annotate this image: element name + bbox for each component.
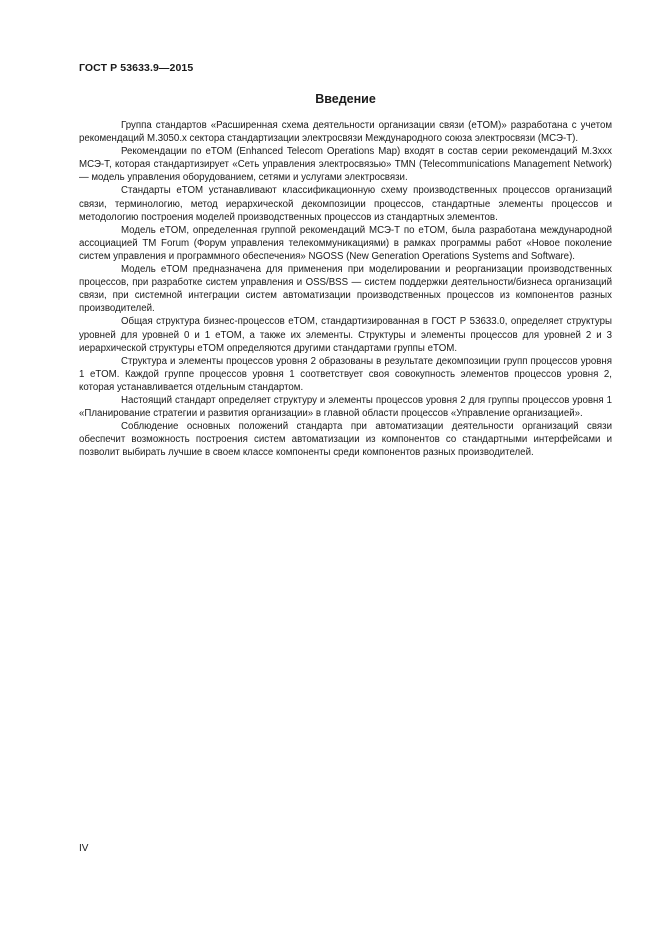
paragraph: Настоящий стандарт определяет структуру и элементы процессов уровня 2 для группы процессов уровня 1 «Планирование стратегии и развития организации» в главной области процессов «Управление организацией». [79,394,612,420]
paragraph: Общая структура бизнес-процессов eTOM, стандартизированная в ГОСТ Р 53633.0, определяет структуры уровней для уровней 0 и 1 eTOM, а также их элементы. Структуры и элементы процессов для уровней 2 и 3 иерархической структуры eTOM определяются другими стандартами группы eTOM. [79,316,612,354]
paragraph: Группа стандартов «Расширенная схема деятельности организации связи (eTOM)» разработана с учетом рекомендаций М.3050.х сектора стандартизации электросвязи Международного союза электросвязи (МСЭ-Т). [79,120,612,145]
paragraph: Модель eTOM предназначена для применения при моделировании и реорганизации производственных процессов, при разработке систем управления и OSS/BSS — систем поддержки деятельности/бизнеса организаций связи, при системной интеграции систем автоматизации производственных процессов из компонентов разных производителей. [79,264,612,315]
section-title: Введение [315,92,376,106]
paragraph: Стандарты eTOM устанавливают классификационную схему производственных процессов организаций связи, терминологию, метод иерархической декомпозиции процессов, стандартные элементы процессов и методологию построения моделей производственных процессов из стандартных элементов. [79,185,612,223]
body-text [79,119,612,459]
paragraph: Структура и элементы процессов уровня 2 образованы в результате декомпозиции групп процессов уровня 1 eTOM. Каждой группе процессов уровня 1 соответствует своя совокупность элементов процессов уровня 2, которая устанавливается отдельным стандартом. [79,355,612,393]
paragraph: Рекомендации по eTOM (Enhanced Telecom Operations Map) входят в состав серии рекомендаций М.3ххх МСЭ-Т, которая стандартизирует «Сеть управления электросвязью» TMN (Telecommunications Management Network) — модель управления оборудованием, сетями и услугами электросвязи. [79,146,612,184]
page-number: IV [79,843,89,854]
paragraph: Соблюдение основных положений стандарта при автоматизации деятельности организаций связи обеспечит возможность построения систем автоматизации из компонентов со стандартными интерфейсами и позволит выбирать лучшие в своем классе компоненты среди компонентов разных производителей. [79,421,612,459]
document-header: ГОСТ Р 53633.9—2015 [79,62,194,74]
paragraph: Модель eTOM, определенная группой рекомендаций МСЭ-Т по eTOM, была разработана международной ассоциацией TM Forum (Форум управления телекоммуникациями) в рамках программы работ «Новое поколение систем управления и программного обеспечения» NGOSS (New Generation Operations Systems and Software). [79,224,612,262]
